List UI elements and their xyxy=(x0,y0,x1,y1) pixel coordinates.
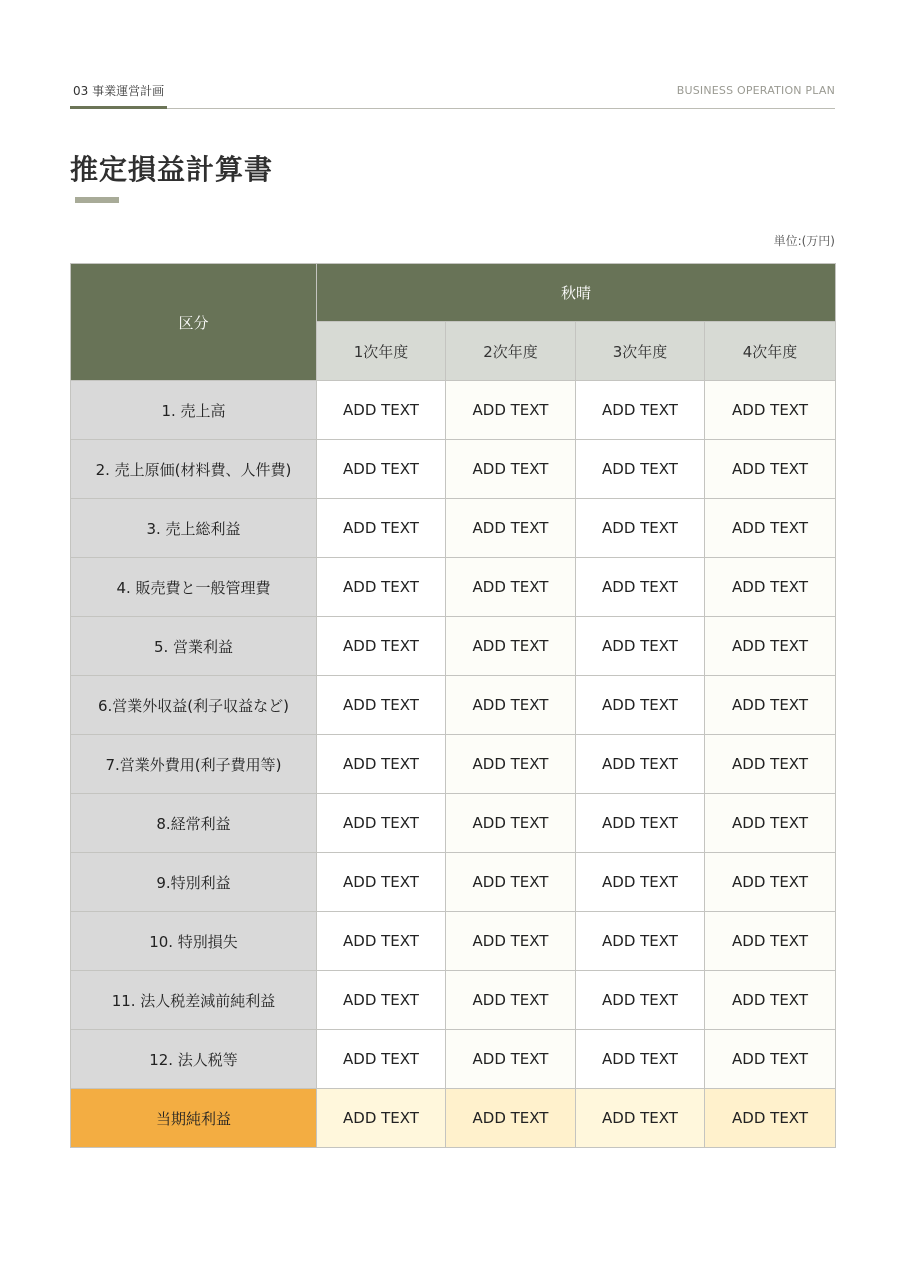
value-cell[interactable]: ADD TEXT xyxy=(446,558,576,617)
income-statement-table xyxy=(70,263,836,1148)
year-header: 4次年度 xyxy=(705,322,836,381)
value-cell[interactable]: ADD TEXT xyxy=(576,794,705,853)
table-row xyxy=(71,381,836,440)
value-cell[interactable]: ADD TEXT xyxy=(446,735,576,794)
table-body xyxy=(71,381,836,1148)
table-row xyxy=(71,617,836,676)
value-cell[interactable]: ADD TEXT xyxy=(705,912,836,971)
table-row xyxy=(71,794,836,853)
value-cell[interactable]: ADD TEXT xyxy=(317,381,446,440)
value-cell[interactable]: ADD TEXT xyxy=(446,440,576,499)
value-cell[interactable]: ADD TEXT xyxy=(705,735,836,794)
value-cell[interactable]: ADD TEXT xyxy=(705,676,836,735)
value-cell[interactable]: ADD TEXT xyxy=(446,381,576,440)
value-cell[interactable]: ADD TEXT xyxy=(705,1030,836,1089)
row-label: 11. 法人税差減前純利益 xyxy=(71,971,317,1030)
row-label: 6.営業外収益(利子収益など) xyxy=(71,676,317,735)
value-cell[interactable]: ADD TEXT xyxy=(446,971,576,1030)
row-label: 2. 売上原価(材料費、人件費) xyxy=(71,440,317,499)
value-cell[interactable]: ADD TEXT xyxy=(317,971,446,1030)
value-cell[interactable]: ADD TEXT xyxy=(446,912,576,971)
value-cell[interactable]: ADD TEXT xyxy=(705,440,836,499)
section-english-label: BUSINESS OPERATION PLAN xyxy=(676,84,835,97)
value-cell[interactable]: ADD TEXT xyxy=(446,794,576,853)
value-cell[interactable]: ADD TEXT xyxy=(576,617,705,676)
table-row xyxy=(71,912,836,971)
row-label: 1. 売上高 xyxy=(71,381,317,440)
value-cell[interactable]: ADD TEXT xyxy=(576,440,705,499)
row-label: 10. 特別損失 xyxy=(71,912,317,971)
total-row xyxy=(71,1089,836,1148)
value-cell[interactable]: ADD TEXT xyxy=(317,440,446,499)
value-cell[interactable]: ADD TEXT xyxy=(576,381,705,440)
unit-label: 単位:(万円) xyxy=(773,234,835,248)
value-cell[interactable]: ADD TEXT xyxy=(446,1030,576,1089)
value-cell[interactable]: ADD TEXT xyxy=(317,794,446,853)
row-label: 9.特別利益 xyxy=(71,853,317,912)
value-cell[interactable]: ADD TEXT xyxy=(576,853,705,912)
value-cell[interactable]: ADD TEXT xyxy=(576,735,705,794)
value-cell[interactable]: ADD TEXT xyxy=(446,499,576,558)
value-cell[interactable]: ADD TEXT xyxy=(446,617,576,676)
value-cell[interactable]: ADD TEXT xyxy=(317,676,446,735)
value-cell[interactable]: ADD TEXT xyxy=(317,558,446,617)
table-row xyxy=(71,971,836,1030)
value-cell[interactable]: ADD TEXT xyxy=(446,676,576,735)
value-cell[interactable]: ADD TEXT xyxy=(705,381,836,440)
value-cell[interactable]: ADD TEXT xyxy=(576,971,705,1030)
table-row xyxy=(71,1030,836,1089)
total-cell[interactable]: ADD TEXT xyxy=(705,1089,836,1148)
page-header xyxy=(70,80,835,109)
row-label: 12. 法人税等 xyxy=(71,1030,317,1089)
table-row xyxy=(71,853,836,912)
section-label: 03 事業運営計画 xyxy=(70,80,167,109)
value-cell[interactable]: ADD TEXT xyxy=(705,617,836,676)
value-cell[interactable]: ADD TEXT xyxy=(705,971,836,1030)
value-cell[interactable]: ADD TEXT xyxy=(705,499,836,558)
table-row xyxy=(71,558,836,617)
value-cell[interactable]: ADD TEXT xyxy=(705,853,836,912)
table-row xyxy=(71,440,836,499)
value-cell[interactable]: ADD TEXT xyxy=(317,912,446,971)
row-label: 3. 売上総利益 xyxy=(71,499,317,558)
total-cell[interactable]: ADD TEXT xyxy=(446,1089,576,1148)
row-header-category: 区分 xyxy=(71,264,317,381)
value-cell[interactable]: ADD TEXT xyxy=(705,558,836,617)
value-cell[interactable]: ADD TEXT xyxy=(317,853,446,912)
year-header: 1次年度 xyxy=(317,322,446,381)
value-cell[interactable]: ADD TEXT xyxy=(446,853,576,912)
total-cell[interactable]: ADD TEXT xyxy=(317,1089,446,1148)
table-row xyxy=(71,499,836,558)
column-group-header: 秋晴 xyxy=(317,264,836,322)
page-title: 推定損益計算書 xyxy=(70,153,274,186)
value-cell[interactable]: ADD TEXT xyxy=(317,1030,446,1089)
value-cell[interactable]: ADD TEXT xyxy=(576,912,705,971)
row-label: 8.経常利益 xyxy=(71,794,317,853)
row-label: 5. 営業利益 xyxy=(71,617,317,676)
value-cell[interactable]: ADD TEXT xyxy=(705,794,836,853)
row-label: 7.営業外費用(利子費用等) xyxy=(71,735,317,794)
year-header: 2次年度 xyxy=(446,322,576,381)
value-cell[interactable]: ADD TEXT xyxy=(576,558,705,617)
value-cell[interactable]: ADD TEXT xyxy=(317,735,446,794)
value-cell[interactable]: ADD TEXT xyxy=(576,1030,705,1089)
table-row xyxy=(71,735,836,794)
value-cell[interactable]: ADD TEXT xyxy=(576,499,705,558)
total-label: 当期純利益 xyxy=(71,1089,317,1148)
value-cell[interactable]: ADD TEXT xyxy=(576,676,705,735)
value-cell[interactable]: ADD TEXT xyxy=(317,617,446,676)
row-label: 4. 販売費と一般管理費 xyxy=(71,558,317,617)
table-row xyxy=(71,676,836,735)
value-cell[interactable]: ADD TEXT xyxy=(317,499,446,558)
title-underline xyxy=(75,197,119,203)
total-cell[interactable]: ADD TEXT xyxy=(576,1089,705,1148)
year-header: 3次年度 xyxy=(576,322,705,381)
